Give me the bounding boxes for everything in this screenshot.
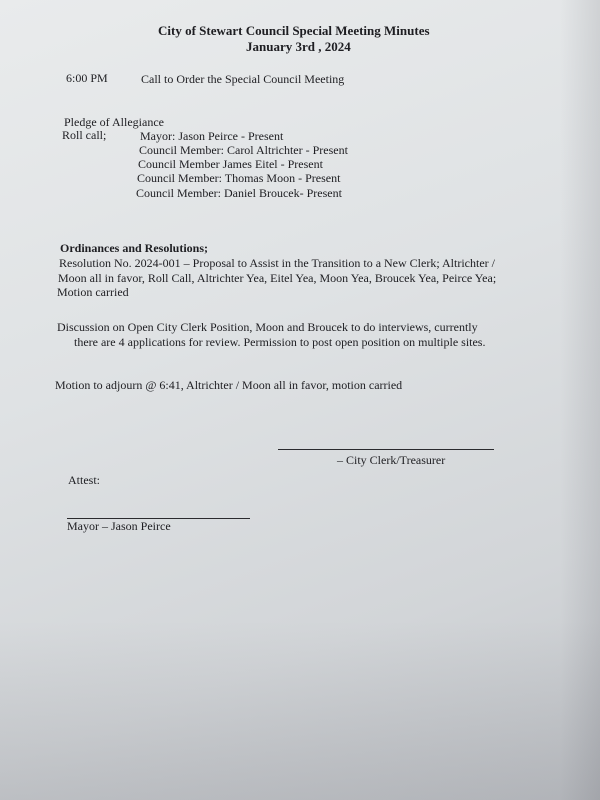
ordinances-heading: Ordinances and Resolutions; [60, 241, 209, 255]
call-to-order-time: 6:00 PM [66, 71, 108, 85]
mayor-signature-label: Mayor – Jason Peirce [67, 519, 171, 533]
roll-call-member: Council Member James Eitel - Present [138, 157, 323, 171]
document-date: January 3rd , 2024 [246, 39, 351, 54]
adjourn-motion: Motion to adjourn @ 6:41, Altrichter / Moon all in favor, motion carried [55, 378, 403, 392]
page-shadow-bottom [0, 620, 600, 800]
call-to-order-text: Call to Order the Special Council Meeting [141, 72, 345, 86]
roll-call-member: Council Member: Daniel Broucek- Present [136, 186, 342, 200]
roll-call-member: Council Member: Carol Altrichter - Present [139, 143, 348, 157]
ordinance-line: Resolution No. 2024-001 – Proposal to Assist in the Transition to a New Clerk; Altrichter / [59, 256, 495, 270]
clerk-signature-label: – City Clerk/Treasurer [337, 453, 446, 467]
ordinance-line: Motion carried [57, 285, 129, 299]
roll-call-member: Council Member: Thomas Moon - Present [137, 171, 341, 185]
roll-call-label: Roll call; [62, 128, 107, 142]
roll-call-member: Mayor: Jason Peirce - Present [140, 129, 284, 143]
document-title: City of Stewart Council Special Meeting Minutes [158, 23, 430, 38]
ordinance-line: Moon all in favor, Roll Call, Altrichter Yea, Eitel Yea, Moon Yea, Broucek Yea, Peirce Yea; [58, 271, 497, 285]
discussion-line: Discussion on Open City Clerk Position, Moon and Broucek to do interviews, currently [57, 320, 478, 334]
pledge-of-allegiance: Pledge of Allegiance [64, 115, 164, 129]
clerk-signature-line [278, 449, 494, 450]
discussion-line: there are 4 applications for review. Permission to post open position on multiple sites. [74, 335, 486, 349]
attest-label: Attest: [68, 473, 100, 487]
